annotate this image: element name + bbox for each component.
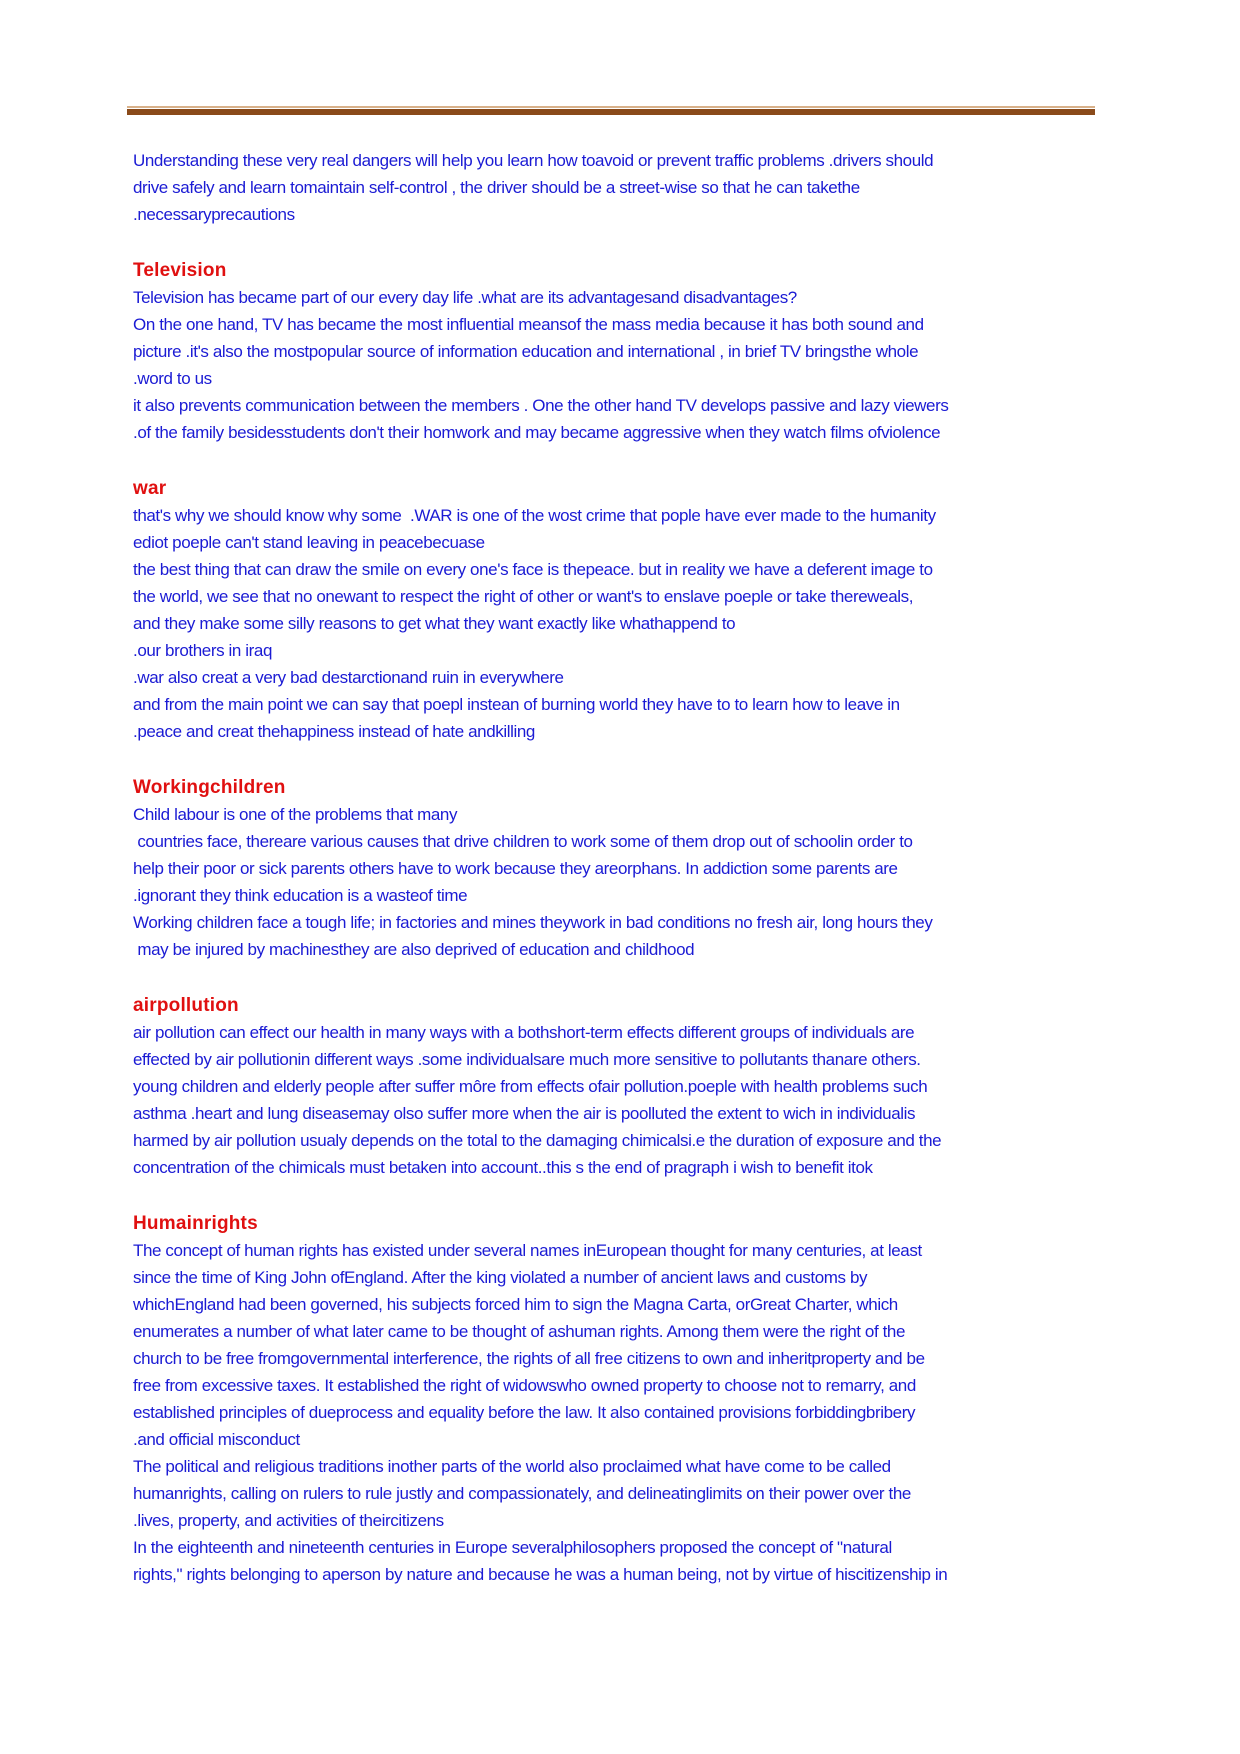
text-line: The political and religious traditions inother parts of the world also proclaimed what have come to be called <box>133 1457 891 1476</box>
text-line: the world, we see that no onewant to respect the right of other or want's to enslave poeple or take thereweals, <box>133 587 914 606</box>
section-heading: Television <box>133 260 227 281</box>
text-line: .necessaryprecautions <box>133 205 295 224</box>
text-line: humanrights, calling on rulers to rule justly and compassionately, and delineatinglimits on their power over the <box>133 1484 911 1503</box>
section-heading: Workingchildren <box>133 777 286 798</box>
text-line: On the one hand, TV has became the most influential meansof the mass media because it has both sound and <box>133 315 924 334</box>
text-line: .of the family besidesstudents don't their homwork and may became aggressive when they watch films ofviolence <box>133 423 941 442</box>
text-line: effected by air pollutionin different ways .some individualsare much more sensitive to pollutants thanare others. <box>133 1050 921 1069</box>
document-section <box>133 147 1138 228</box>
text-line: help their poor or sick parents others have to work because they areorphans. In addiction some parents are <box>133 859 898 878</box>
text-line: church to be free fromgovernmental interference, the rights of all free citizens to own and inheritproperty and be <box>133 1349 925 1368</box>
text-line: countries face, thereare various causes that drive children to work some of them drop out of schoolin order to <box>133 832 913 851</box>
text-line: since the time of King John ofEngland. After the king violated a number of ancient laws and customs by <box>133 1268 868 1287</box>
text-line: .and official misconduct <box>133 1430 300 1449</box>
text-line: .lives, property, and activities of theircitizens <box>133 1511 444 1530</box>
text-line: The concept of human rights has existed under several names inEuropean thought for many centuries, at least <box>133 1241 922 1260</box>
document-section <box>133 257 1138 446</box>
text-line: and they make some silly reasons to get what they want exactly like whathappend to <box>133 614 736 633</box>
text-line: .our brothers in iraq <box>133 641 273 660</box>
text-line: .ignorant they think education is a wasteof time <box>133 886 468 905</box>
text-line: Understanding these very real dangers will help you learn how toavoid or prevent traffic problems .drivers should <box>133 151 934 170</box>
text-line: .peace and creat thehappiness instead of hate andkilling <box>133 722 535 741</box>
document-body <box>133 147 1138 1588</box>
text-line: young children and elderly people after suffer môre from effects ofair pollution.poeple with health problems such <box>133 1077 928 1096</box>
section-heading: war <box>133 478 167 499</box>
text-line: the best thing that can draw the smile on every one's face is thepeace. but in reality we have a deferent image to <box>133 560 933 579</box>
text-line: asthma .heart and lung diseasemay olso suffer more when the air is poolluted the extent to wich in individualis <box>133 1104 916 1123</box>
rule-thick-line <box>127 109 1095 115</box>
text-line: rights," rights belonging to aperson by nature and because he was a human being, not by virtue of hiscitizenship in <box>133 1565 948 1584</box>
document-section <box>133 1210 1138 1588</box>
section-heading: Humainrights <box>133 1213 258 1234</box>
document-section <box>133 992 1138 1181</box>
document-section <box>133 774 1138 963</box>
text-line: Television has became part of our every day life .what are its advantagesand disadvantages? <box>133 288 797 307</box>
text-line: whichEngland had been governed, his subjects forced him to sign the Magna Carta, orGreat Charter, which <box>133 1295 898 1314</box>
text-line: enumerates a number of what later came to be thought of ashuman rights. Among them were the right of the <box>133 1322 906 1341</box>
text-line: established principles of dueprocess and equality before the law. It also contained provisions forbiddingbribery <box>133 1403 916 1422</box>
text-line: and from the main point we can say that poepl instean of burning world they have to to learn how to leave in <box>133 695 900 714</box>
text-line: may be injured by machinesthey are also deprived of education and childhood <box>133 940 695 959</box>
text-line: it also prevents communication between the members . One the other hand TV develops passive and lazy viewers <box>133 396 949 415</box>
text-line: .war also creat a very bad destarctionand ruin in everywhere <box>133 668 564 687</box>
text-line: picture .it's also the mostpopular source of information education and international , in brief TV bringsthe whole <box>133 342 919 361</box>
text-line: air pollution can effect our health in many ways with a bothshort-term effects different groups of individuals are <box>133 1023 915 1042</box>
text-line: ediot poeple can't stand leaving in peacebecuase <box>133 533 485 552</box>
text-line: harmed by air pollution usualy depends on the total to the damaging chimicalsi.e the duration of exposure and the <box>133 1131 942 1150</box>
text-line: Working children face a tough life; in factories and mines theywork in bad conditions no fresh air, long hours they <box>133 913 933 932</box>
text-line: Child labour is one of the problems that many <box>133 805 458 824</box>
section-heading: airpollution <box>133 995 239 1016</box>
top-horizontal-rule <box>127 106 1095 115</box>
text-line: concentration of the chimicals must betaken into account..this s the end of pragraph i wish to benefit itok <box>133 1158 873 1177</box>
text-line: .word to us <box>133 369 212 388</box>
rule-thin-line <box>127 106 1095 108</box>
text-line: free from excessive taxes. It established the right of widowswho owned property to choose not to remarry, and <box>133 1376 916 1395</box>
text-line: that's why we should know why some .WAR is one of the wost crime that pople have ever made to the humanity <box>133 506 936 525</box>
text-line: In the eighteenth and nineteenth centuries in Europe severalphilosophers proposed the concept of "natural <box>133 1538 892 1557</box>
text-line: drive safely and learn tomaintain self-control , the driver should be a street-wise so that he can takethe <box>133 178 860 197</box>
document-section <box>133 475 1138 745</box>
